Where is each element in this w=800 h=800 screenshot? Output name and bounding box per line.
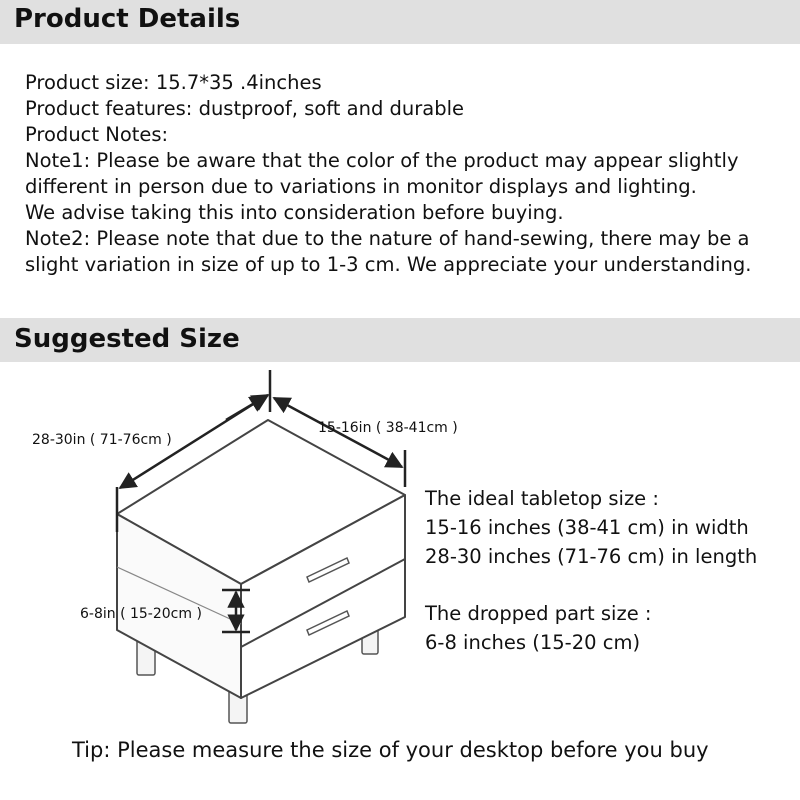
product-details-header-bar (0, 0, 800, 44)
note2-line-1: Note2: Please note that due to the nature of hand-sewing, there may be a (25, 227, 750, 250)
tabletop-size-title: The ideal tabletop size : (425, 487, 659, 510)
width-dimension-label: 15-16in ( 38-41cm ) (318, 420, 458, 436)
length-dimension-label: 28-30in ( 71-76cm ) (32, 432, 172, 448)
product-features-line: Product features: dustproof, soft and durable (25, 97, 465, 120)
product-details-heading: Product Details (14, 4, 241, 34)
note1-line-2: different in person due to variations in monitor displays and lighting. (25, 175, 697, 198)
product-notes-label: Product Notes: (25, 123, 169, 146)
suggested-size-header-bar (0, 318, 800, 362)
note1-line-3: We advise taking this into consideration before buying. (25, 201, 564, 224)
drop-dimension-label: 6-8in ( 15-20cm ) (80, 606, 202, 622)
note1-line-1: Note1: Please be aware that the color of the product may appear slightly (25, 149, 739, 172)
product-details-text (25, 70, 795, 278)
suggested-size-heading: Suggested Size (14, 324, 240, 354)
dropped-size-line: 6-8 inches (15-20 cm) (425, 631, 641, 654)
tabletop-width-line: 15-16 inches (38-41 cm) in width (425, 516, 749, 539)
product-size-line: Product size: 15.7*35 .4inches (25, 71, 322, 94)
note2-line-2: slight variation in size of up to 1-3 cm. We appreciate your understanding. (25, 253, 752, 276)
tabletop-length-line: 28-30 inches (71-76 cm) in length (425, 545, 758, 568)
tabletop-size-info (425, 484, 757, 571)
measure-tip: Tip: Please measure the size of your desktop before you buy (72, 738, 709, 762)
dropped-size-info (425, 599, 651, 657)
dropped-size-title: The dropped part size : (425, 602, 652, 625)
